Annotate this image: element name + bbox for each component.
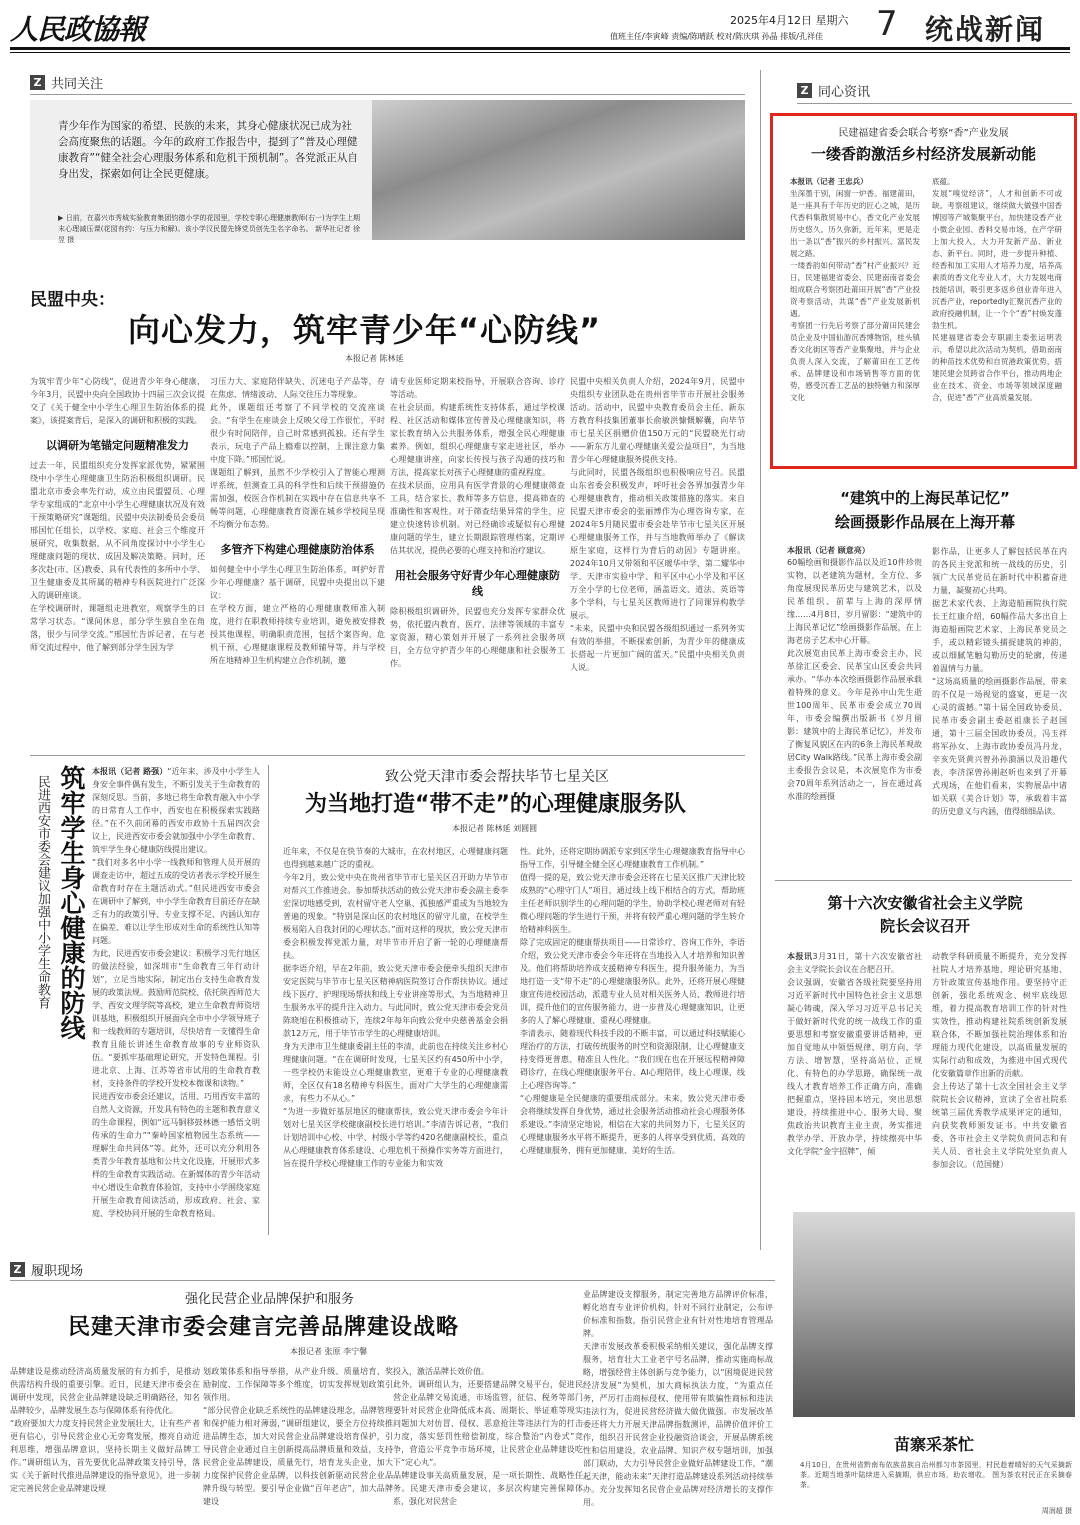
brand-col-3: 投入，激活品牌长效价值。 此外，调研组认为，还要搭建品牌交易平台，促进民营企业品牌交易流通，市场监管，征信、税务等部门要针对民营企业降低成本高、周期长、举证难等现实问题加大对仿冒、侵权、恶意抢注等违法行为的打击力度，落实惩罚性赔偿制度，综合整治“内卷式”竞争，营造公平竞争市场环境，让民营企业品牌建设吃下“定心丸”。 品牌建设事关高质量发展，是一项长期性、战略性任务。民建天津市委会建议，多层次构建完善保障体系，强化对民营企 bbox=[393, 1367, 583, 1506]
fujian-col-2: 底蕴。 发展“嗅觉经济”，人才和创新不可或缺。考察组建议，继续做大做强中国香博园等产城集聚平台，加快建设香产业小微企业园、香料交易市场，在产学研上加大投入，大力开发新产品、新业态、新平台。同时，进一步提升种植、经香和加工实用人才培养力度，培养高素质的香文化专业人才，大力发展电商技能培训，吸引更多返乡创业青年进入沉香产业，reportedly汇聚沉香产业的政府投融机制，让一个个“香”村焕发蓬勃生机。 民建福建省委会专职副主委张运明表示，希望以此次活动为契机，借助南南的种苗技术优势和自贸港政策优势，搭建民建会员跨省合作平台，推动两地企业在技术、资金、市场等领域深度融合，促进“香”产业高质量发展。 bbox=[932, 177, 1062, 402]
xian-kicker-vertical: 民进西安市委会建议加强中小学生命教育 bbox=[35, 775, 50, 1009]
issue-date: 2025年4月12日 星期六 bbox=[730, 14, 849, 27]
fujian-col-1: 本报讯（记者 王忠兵） 坐深墨于别，闲窗一炉香。福建莆田，是一座具有千年历史的匠心之城，是历代香料集散贸易中心，香文化产业发展历史悠久。历久弥新，近年来，更是走出一条以“香”振兴的乡村振兴、富民发展之路。 一缕香韵如何带动“香”村产业振兴？近日，民建福建省委会、民建南南省委会组成联合考察团赴莆田开展“香”产业投资考察活动，共谋“香”产业发展新机遇。 考察团一行先后考察了部分莆田民建会员企业及中国仙游沉香博物馆，桂头镇香文化街区等香产业集聚地，并与企业负责人深入交流，了解莆田在工艺传承、品牌建设和市场销售等方面的优势，感受沉香工艺品的独特魅力和深厚文化 bbox=[790, 177, 920, 402]
main-kicker: 民盟中央： bbox=[30, 290, 115, 310]
intro-text: 青少年作为国家的希望、民族的未来，其身心健康状况已成为社会高度聚焦的话题。今年的政府工作报告中，提到了“普及心理健康教育”“健全社会心理服务体系和危机干预机制”。各党派正从自身出发，探索如何让全民更健康。 bbox=[58, 120, 358, 180]
main-subhead-2: 多管齐下构建心理健康防治体系 bbox=[220, 543, 375, 556]
section-label-focus: Z 共同关注 bbox=[30, 73, 103, 92]
shanghai-col-2: 影作品，让更多人了解包括民革在内的各民主党派和统一战线的历史，引领广大民革党员在新时代中积蓄奋进力量，凝聚初心共鸣。 据艺术家代表、上海造船画院执行院长王红康介绍，60幅作品大多出自上海造船画院艺术家、上海民革党员之手，或以精彩镜头捕捉建筑的神韵，或以细腻笔触勾勒历史的轮廓，传递着温情与力量。 “这场高质量的绘画摄影作品展，带来的不仅是一场视觉的盛宴，更是一次心灵的震撼。”第十届全国政协委员、民革市委会副主委赵祖康长子赵国通，第十三届全国政协委员，冯玉祥将军孙女、上海市政协委员冯丹龙，辛亥先贤黄兴曾孙孙漪涵以及沿趣代表，李济深曾孙刚赵昕也来到了开幕式现场，在他们看来，实物展品中诸如关联《美合计划》等，承载着丰富的历史意义与内涵，值得细细品读。 bbox=[932, 547, 1067, 816]
brand-byline: 本报记者 张原 李宁馨 bbox=[290, 1347, 368, 1356]
tianjin-col-2: 性。此外，还将定期协调派专家到区学生心理健康教育指导中心指导工作，引导健全健全区心理健康教育工作机制。” 值得一提的是，致公党天津市委会还将在七星关区推广天津比较成熟的“心理守门人”项目，通过线上线下相结合的方式，帮助班主任老师识别学生的心理问题的学生，协助学校心理老师对有轻微心理问题的学生进行干预，并将有较严重心理问题的学生转介给精神科医生。 除了完成固定的健康帮扶项目——日常诊疗、咨询工作外，李语介绍，致公党天津市委会今年还将在当地投入人才培养和知识普及。他们将帮助培养成支援精神专科医生，提升服务能力，为当地打造一支“带不走”的心理健康服务队。此外，还将开展心理健康宣传进校园活动，派遣专业人员对相关医务人员、教师进行培训，提升他们的宣传服务能力，进一步普及心理健康知识，让更多的人了解心理健康、重视心理健康。 李清表示，随着现代科技手段的不断丰富，可以通过科技赋能心理治疗的方法，打破传统服务的时空和资源限制，让心理健康支持变得更普惠、精准且人性化。“我们现在也在开展远程精神障碍诊疗，在线心理健康服务平台、AI心理陪伴，线上心理课，线上心理咨询等。” “心理健康是全民健康的重要组成部分。未来，致公党天津市委会将继续发挥自身优势，通过社会服务活动推动社会心理服务体系建设。”李清坚定地说，相信在大家的共同努力下，七星关区的心理健康服务水平将不断提升，更多的人将享受到优质、高效的心理健康服务，拥有更加健康、美好的生活。 bbox=[520, 847, 745, 1155]
section-rule bbox=[30, 94, 745, 95]
tianjin-col-1: 近年来，不仅是在快节奏的大城市，在农村地区，心理健康问题也得到越来越广泛的重视。 今年2月，致公党中央在贵州省毕节市七星关区召开助力毕节市对帮兴工作推进会。参加帮扶活动的致公党天津市委会副主委李宏深切地感受到，农村留守老人空巢、孤独感严重或为当地较为普遍的现象。“特别是深山区的农村地区的留守儿童，在校学生极易陷入自我封闭的心理状态。”面对这样的现状，致公党天津市委会积极发挥党派力量，对毕节市开启了新一轮的心理健康帮扶。 据李语介绍，早在2年前，致公党天津市委会便牵头组织天津市安定医院与毕节市七星关区精神病医院签订合作帮扶协议。通过线下医疗、护理现场帮扶和线上专业讲座等形式，为当地精神卫生服务水平的提升注入动力。与此同时，致公党天津市委会党员陈晓旭在积极推动下，连续2年每年向致公党中央慈善基金会捐款12万元，用于毕节市学生的心理健康培训。 身为天津市卫生健康委副主任的李清，此前也在持续关注乡村心理健康问题。“在在调研时发现，七星关区约有450所中小学，一些学校仍未能设立心理健康教室，更难于专业的心理健康教师，全区仅有18名精神专科医生，面对广大学生的心理健康需求，有些力不从心。” “为进一步做好基层地区的健康帮扶，致公党天津市委会今年计划对七星关区学校健康副校长进行培训。”李清告诉记者，“我们计划培训中心校、中学、村级小学等约420名健康副校长，重点从心理健康教育体系建设、心理危机干预操作实务等方面进行，旨在提升学校心理健康工作的专业能力和实效 bbox=[283, 847, 508, 1168]
main-col-4: 民盟中央相关负责人介绍，2024年9月，民盟中央组织专业团队赴在贵州省毕节市开展社会服务活动。活动中，民盟中央教育委员会主任、新东方教育科技集团董事长俞敏洪慷慨解囊，向毕节市七星关区捐赠价值150万元的“民盟晓光行动——新东方儿童心理健康关爱公益项目”，为当地青少年心理健康服务提供支持。 与此同时，民盟各级组织也积极响应号召。民盟山东省委会积极发声，呼吁社会各界加强青少年心理健康教育，推动相关政策措施的落实。来自民盟天津市委会的张丽博作为心理咨询专家，在2024年5月随民盟市委会赴毕节市七星关区开展心理健康服务工作，并与当地教师举办了《解读原生家庭，这样行为背后的动因》专题讲座。2024年10月又带领和平区暖华中学、第二耀华中学、天津市实验中学、和平区中心小学及和平区万全小学的七位老师，涵盖语文、道法、英语等多个学科，与七星关区教师进行了同课异构教学展示。 “未来，民盟中央和民盟各级组织通过一系列务实有效的举措，不断探索创新，为青少年的健康成长搭起一片更加广阔的蓝天。”民盟中央相关负责人说。 bbox=[570, 377, 745, 672]
tea-picking-photo bbox=[793, 1212, 1075, 1417]
newspaper-logo: 人民政協報 bbox=[10, 13, 146, 46]
anhui-byline: 本报讯 bbox=[787, 952, 813, 961]
article-separator bbox=[30, 755, 745, 756]
section-label-info: Z 同心资讯 bbox=[797, 81, 870, 100]
xian-body: 本报讯（记者 路强）“近年来，涉及中小学生人身安全事件偶有发生，不断引发关于生命教育的深刻反思。当前，多地已将生命教育融入中小学的日常育人工作中，西安也在积极探索实践路径。”在不久前闭幕的西安市政协十五届四次会议上，民进西安市委会就加强中小学生命教育、筑牢学生身心健康防线提出建议。 “我们对多名中小学一线教师和管理人员开展的调查走访中，超过五成的受访者表示学校开展生命教育时存在主题活动式。”但民进西安市委会在调研中了解到，中小学生命教育目前还存在缺乏有力的政策引导、专业支撑不足、内涵认知存在偏差、难以让学生形成对生命的系统性认知等问题。 为此，民进西安市委会建议：积极学习先行地区的做法经验，如深圳市“生命教育三年行动计划”，立足当地实际，制定出台支持生命教育发展的政策法规。鼓励师范院校、依托陕西师范大学、西安文理学院等高校，建立生命教育师资培训基地，积极组织开展面向全市中小学领导班子和一线教师的专题培训，尽快培育一支懂得生命教育且能长讲述生命教育故事的专业师资队伍。“要抓牢基础理论研究，开发特色课程。引进北京、上海、江苏等省市试用的生命教育教材，支持条件的学校开发校本微课和读物。” 民进西安市委会还建议，活用、巧用西安丰富的自然人文资源，开发具有特色的主题和教育意义的生命课程，例如“远马铜移鼓林德一感悟文明传承的生命力”“秦岭国家植物园生态系统——理解生命共同体”等。此外，还可以充分利用各类青少年教育基地和公共文化设施，开展形式多样的生命教育实践活动。在新媒体的青少年活动中心增设生命教育体验馆，支持中小学围绕家庭开展生命教育阅读活动，形成政府、社会、家庭、学校协同开展的生命教育格局。 bbox=[92, 767, 260, 1218]
brand-col-1: 品牌建设是推动经济高质量发展的有力抓手，是推动供需结构升级的重要引擎。近日，民建天津市委会在调研中发现，民营企业品牌建设缺乏明确路径，知名品牌较少，品牌发展生态与保障体系有待优化。 “政府要加大力度支持民营企业发展壮大，让有些产者更有信心，引导民营企业心无旁骛发展，擦亮自动近利思维，增强品牌意识，坚持长期主义做好品牌工作。”调研组认为，首先要优化品牌政策支持引导，落实《关于新时代推进品牌建设的指导意见》，进一步制定完善民营企业品牌建设规 bbox=[10, 1367, 200, 1493]
section-rule bbox=[797, 103, 1072, 104]
brand-col-4: 业品牌建设支撑服务，制定完善地方品牌评价标准，孵化培育专业评价机构，针对不同行业制定，公布评价标准和指数，指引民营企业有针对性地培育管理品牌。 天津市发展改革委积极采纳相关建议，强化品牌支撑服务，培育壮大工业老字号名品牌，推动实施商标战略，增强经营主体创新与竞争能力，以“困境促进民营经济发展”为契机，加大商标执法力度，“为重点任务，严厉打击商标侵权、使用带有欺骗性商标和违法违法行为，促进民营经济做大做优做强。市发展改革委还将大力开展天津品牌指数测评，品牌价值评价工作，组织召开民营企业投融资洽谈会，开展品牌系统性和信用建设，农业品牌、知识产权专题培训，加强部门联动，大力引导民营企业做好品牌建设工作，“潮起天津，能动未来”天津打造品牌建设系列活动持续举办。充分发挥知名民营企业品牌对经济增长的支撑作用。 bbox=[583, 1290, 773, 1507]
tianjin-kicker: 致公党天津市委会帮扶毕节七星关区 bbox=[385, 769, 609, 785]
masthead bbox=[10, 6, 1070, 46]
tea-photo-title: 苗寨采茶忙 bbox=[893, 1435, 974, 1454]
shanghai-col-1: 本报讯（记者 顾意亮） 60幅绘画和摄影作品以及近10件珍贵实物，以老建筑为题材，全方位、多角度展现民革历史与建筑艺术，以及民革组织、前辈与上海的深厚情缘……4月8日，岁月留影：“建筑中的上海民革记忆”绘画摄影作品展，在上海老房子艺术中心开幕。 此次展览由民革上海市委会主办，民革徐汇区委会、民革宝山区委会共同承办。“华办本次绘画摄影作品展承载着特殊的意义。今年是孙中山先生逝世100周年、民革市委会成立70周年，市委会编撰出版新书《岁月留影：建筑中的上海民革记忆》，并发布了衡复风貌区在内的6条上海民革观故居City Walk路线。”民革上海市委会副主委报告会议是，本次展览作为市委会70周年系列活动之一，旨在通过高水准的绘画摄 bbox=[787, 546, 922, 801]
xian-byline: 本报讯（记者 路强） bbox=[92, 767, 168, 776]
article-separator bbox=[775, 880, 1072, 881]
main-byline: 本报记者 陈林延 bbox=[345, 354, 404, 363]
brand-kicker: 强化民营企业品牌保护和服务 bbox=[185, 1292, 355, 1307]
brand-title: 民建天津市委会建言完善品牌建设战略 bbox=[68, 1315, 460, 1340]
main-col-1: 为筑牢青少年“心防线”，促进青少年身心健康，今年3月，民盟中央向全国政协十四届三次会议提交了《关于健全中小学生心理卫生防治体系的提案》，该提案背后，是深入的调研和积极的实践。 以调研为笔锚定问题精准发力 过去一年，民盟组织充分发挥家派优势，紧紧围绕中小学生心理健康卫生防治积极组织调研。民盟北京市委会率先行动，成立由民盟盟员、心理学专家组成的“北京中小学生心理健康状况及有效干预策略研究”课题组。民盟中央法制委员会委员邢国忙任组长，以学校、家庭、社会三个维度开展研究，收集数据，从不同角度探讨中小学生心理健康问题的现状、成因及解决策略。同时，还多次赴(市、区)教委、具有代表性的多所中小学、卫生健康委及其所属的精神专科医院进行广泛深入的调研座谈。 在学校调研时，课题组走进教室，观察学生的日常学习状态。“课间休息，部分学生独自坐在角落，很少与同学交流。”邢国忙告诉记者，在与老师交流过程中，他了解到部分学生因为学 bbox=[30, 377, 205, 652]
fujian-kicker: 民建福建省委会联合考察“香”产业发展 bbox=[838, 128, 1009, 139]
column-divider-right bbox=[760, 70, 761, 1250]
shanghai-title: “建筑中的上海民革记忆” bbox=[840, 489, 1010, 507]
anhui-col-1: 本报讯3月31日，第十六次安徽省社会主义学院长会议在合肥召开。 会议强调，安徽省各级社院要坚持用习近平新时代中国特色社会主义思想凝心铸魂，深入学习习近平总书记关于做好新时代党的统一战线工作的重要思想和考察安徽重要讲话精神，更加自觉地从中领悟规律、明方向、学方法、增智慧，坚持高站位、正规化、有特色的办学思路，确保统一战线人才教育培养工作正确方向，准确把握重点，坚持固本培元，突出思想建设，持续推进中心、服务大局、聚焦政治共识教育主业主责，务实推进教学办学、开放办学，持续擦亮中华文化学院“金字招牌”，倾 bbox=[787, 952, 922, 1156]
main-subhead-3: 用社会服务守好青少年心理健康防线 bbox=[395, 569, 560, 598]
tianjin-title: 为当地打造“带不走”的心理健康服务队 bbox=[305, 792, 686, 817]
anhui-col-2: 动教学科研质量不断提升，充分发挥社院人才培养基地、理论研究基地、方针政策宣传基地作用。要坚持守正创新，强化系统观念、树牢底线思维，着力提高教育培训工作的针对性实效性，推动构建社院系统创新发展联合体，不断加强社院治理体系和治理能力现代化建设，以高质量发展的实际行动和成效，为推进中国式现代化安徽篇章作出新的贡献。 会上传达了第十七次全国社会主义学院院长会议精神，宣读了全省社院系统第三届优秀教学成果评定的通知，向获奖教师颁发证书。中共安徽省委、各市社会主义学院负责同志和有关人员、省社会主义学院处室负责人参加会议。（范国健） bbox=[932, 952, 1067, 1169]
main-col-2: 习压力大、家庭陪伴缺失、沉迷电子产品等，存在焦虑、情绪波动、人际交往压力等现象。 此外，课题组还考察了不同学校的交流座谈会。“有学生在座谈会上反映父母工作很忙，平时很少有时间陪伴，自己时常感到孤独。还有学生表示，玩电子产品上瘾难以控制，上课注意力集中度下降。”邢国忙说。 课题组了解到，虽然不少学校引入了智能心理测评系统，但测查工具的科学性和后续干预措施仍需加强，校医合作机制在实践中存在信息共享不畅等问题，心理健康教育资源在城乡学校间呈现不均衡分布态势。 多管齐下构建心理健康防治体系 如何健全中小学生心理卫生防治体系，呵护好青少年心理健康？基于调研，民盟中央提出以下建议： 在学校方面，建立严格的心理健康教师准入制度，进行在职教师持续专业培训，避免被安排教授其他课程，明确职责范围，包括个案咨询、危机干预、心理健康课程及教师辅导等，并与学校所在地精神卫生机构建立合作机制，邀 bbox=[210, 377, 385, 665]
tea-photo-credit: 周润超 摄 bbox=[1041, 1507, 1072, 1515]
tea-photo-caption: 4月10日，在贵州省黔南布依族苗族自治州都匀市茶园里，村民趁着晴好的天气采摘新茶。近期当地茶叶陆续进入采摘期，供应市场，助农增收。 图为茶农村民正在采摘春茶。 bbox=[800, 1461, 1072, 1489]
section-z-icon: Z bbox=[10, 1262, 25, 1277]
section-rule bbox=[10, 1280, 775, 1281]
students-photo bbox=[372, 100, 745, 240]
brand-col-2: 划政策体系和指导举措，从产业升级、质量培育、奖励制度、工作保障等多个维度，切实发挥规划政策引领作用。 “部分民营企业缺乏系统性的品牌建设理念，品牌管理和保护能力相对薄弱，”调研组建议，要全方位持续推进品牌生态，加大对民营企业品牌建设培育保护，引导民营企业通过自主创新提高品牌质量和效益，支持民营企业品牌建设，质量先行，培育龙头企业，加大力度保护民营企业品牌，以科技创新驱动民营企业品牌升级与转型。要引导企业做“百年老店”，加大品牌建设 bbox=[203, 1367, 393, 1506]
tianjin-byline: 本报记者 陈林延 刘圆圆 bbox=[452, 824, 538, 833]
section-z-icon: Z bbox=[30, 75, 45, 90]
fujian-title: 一缕香韵激活乡村经济发展新动能 bbox=[810, 145, 1036, 163]
shanghai-title-2: 绘画摄影作品展在上海开幕 bbox=[834, 513, 1015, 531]
masthead-rule-thin bbox=[10, 52, 1070, 53]
section-label-duty: Z 履职现场 bbox=[10, 1260, 83, 1279]
main-subhead-1: 以调研为笔锚定问题精准发力 bbox=[46, 439, 189, 452]
column-divider bbox=[268, 765, 269, 1235]
xian-title-vertical: 筑牢学生身心健康的防线 bbox=[57, 765, 86, 1040]
shanghai-byline: 本报讯（记者 顾意亮） bbox=[787, 546, 870, 555]
anhui-title-2: 院长会议召开 bbox=[879, 917, 970, 935]
main-col-3: 请专业医师定期来校指导，开展联合咨询、诊疗等活动。 在社会层面，构建系统性支持体系，通过学校课程、社区活动和媒体宣传普及心理健康知识，将家长教育纳入公共服务体系，增强全民心理健康素养。例如，组织心理健康专家走进社区，举办心理健康讲座，向家长传授与孩子沟通的技巧和方法，提高家长对孩子心理健康的重视程度。 在技术层面，应用具有医学背景的心理健康筛查工具，结合家长、教师等多方信息，提高筛查的准确性和客观性。对于筛查结果异常的学生，应建立快速转诊机制。对已经确诊或疑似有心理健康问题的学生，建立长期跟踪管理档案，定期评估其状况，提供必要的心理支持和治疗建议。 用社会服务守好青少年心理健康防线 除积极组织调研外，民盟也充分发挥专家群众优势，依托盟内教育、医疗、法律等领域的丰富专家资源，精心策划并开展了一系列社会服务项目，全方位守护青少年的心理健康和社会服务工作。 bbox=[390, 377, 565, 668]
masthead-rule bbox=[10, 47, 1070, 50]
page-number: 7 bbox=[876, 4, 898, 44]
fujian-byline: 本报讯（记者 王忠兵） bbox=[790, 177, 868, 186]
staff-credits: 值班主任/李寅峰 责编/陈晴跃 校对/陈庆琪 孙晶 排版/孔祥佳 bbox=[610, 32, 823, 41]
section-name: 统战新闻 bbox=[925, 13, 1046, 46]
main-title: 向心发力，筑牢青少年“心防线” bbox=[128, 311, 602, 349]
photo-caption: ▶ 日前，在嘉兴市秀城实验教育集团钧德小学的花园里，学校专职心理健康教师(右一)为学生上期末心理减压课(花园有约：与压力和解)。该小学汉民盟先锋党员创先生名字命名。 新华社记者 徐昱 摄 bbox=[58, 214, 360, 244]
section-z-icon: Z bbox=[797, 83, 812, 98]
anhui-title: 第十六次安徽省社会主义学院 bbox=[827, 894, 1023, 912]
